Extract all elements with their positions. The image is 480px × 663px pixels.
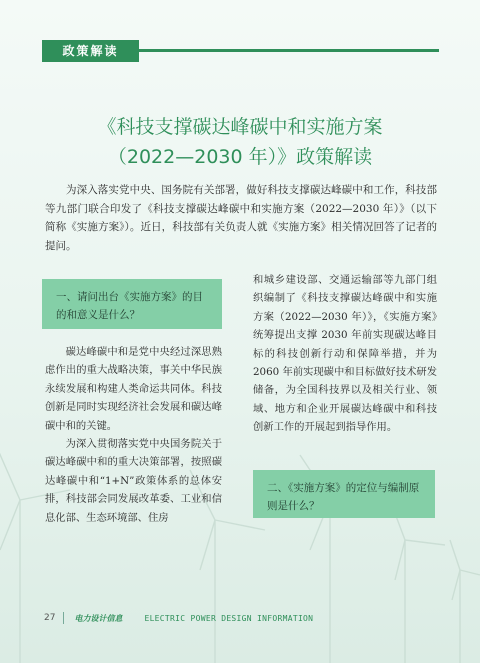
page-number: 27 [44,613,56,623]
left-paragraph-2: 为深入贯彻落实党中央国务院关于碳达峰碳中和的重大决策部署，按照碳达峰碳中和“1+N”政策体系的总体安排，科技部会同发展改革委、工业和信息化部、生态环境部、住房 [45,438,222,524]
section-divider [139,49,439,52]
publication-name-en: ELECTRIC POWER DESIGN INFORMATION [144,613,314,623]
intro-paragraph: 为深入落实党中央、国务院有关部署，做好科技支撑碳达峰碳中和工作，科技部等九部门联合印发了《科技支撑碳达峰碳中和实施方案（2022—2030 年）》（以下简称《实施方案》）。近日，科技部有关负责人就《实施方案》相关情况回答了记者的提问。 [45,184,437,252]
title-line-2: （2022—2030 年）》政策解读 [107,146,373,168]
left-paragraph-1: 碳达峰碳中和是党中央经过深思熟虑作出的重大战略决策，事关中华民族永续发展和构建人类命运共同体。科技创新是同时实现经济社会发展和碳达峰碳中和的关键。 [45,346,222,432]
section-tag: 政策解读 [42,40,139,62]
question-box-2: 二、《实施方案》的定位与编制原则是什么？ [253,470,435,518]
right-paragraph-continued: 和城乡建设部、交通运输部等九部门组织编制了《科技支撑碳达峰碳中和实施方案（2022—2030 年）》，《实施方案》统筹提出支撑 2030 年前实现碳达峰目标的科技创新行动和保障举措，并为 2060 年前实现碳中和目标做好技术研发储备，为全国科技界以及相关行业、领域、地方和企业开展碳达峰碳中和科技创新工作的开展起到指导作用。 [253,274,437,434]
footer-separator [63,612,64,624]
question-box-1: 一、请问出台《实施方案》的目的和意义是什么？ [42,279,222,329]
title-line-1: 《科技支撑碳达峰碳中和实施方案 [97,116,383,138]
right-column [253,271,437,437]
page-footer [44,611,313,625]
article-title [40,112,440,172]
publication-name-cn: 电力设计信息 [74,613,123,623]
left-column [45,343,222,527]
